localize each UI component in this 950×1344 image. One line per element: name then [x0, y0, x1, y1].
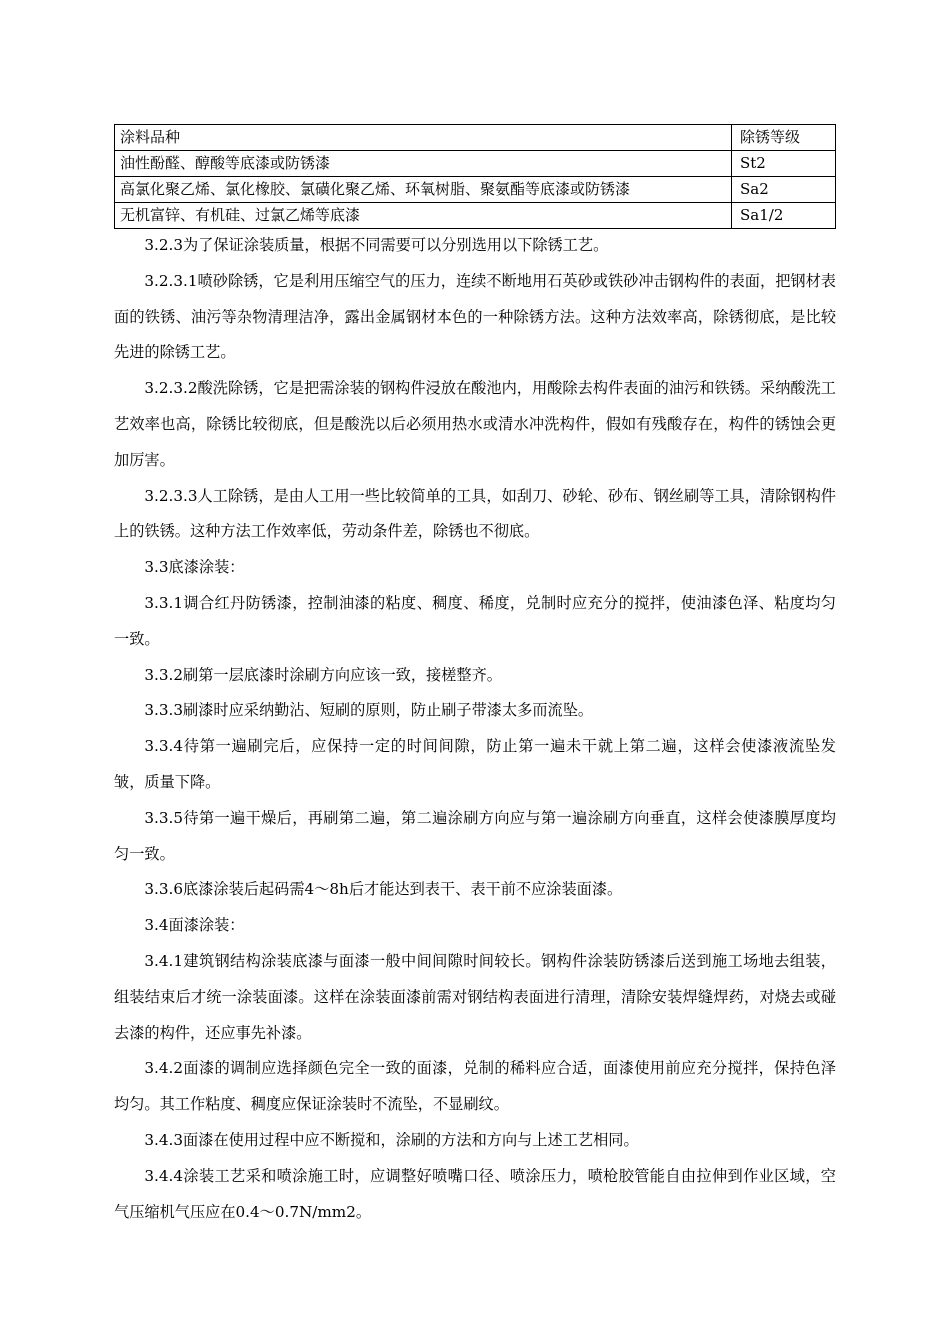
table-cell-derust-grade: Sa2	[732, 177, 836, 203]
table-cell-derust-grade: St2	[732, 151, 836, 177]
table-row	[115, 151, 836, 177]
paragraph-3-2-3-2: 3.2.3.2酸洗除锈，它是把需涂装的钢构件浸放在酸池内，用酸除去构件表面的油污和铁锈。采纳酸洗工艺效率也高，除锈比较彻底，但是酸洗以后必须用热水或清水冲洗构件，假如有残酸存在，构件的锈蚀会更加厉害。	[114, 379, 836, 469]
paragraph-3-4-4: 3.4.4涂装工艺采和喷涂施工时，应调整好喷嘴口径、喷涂压力，喷枪胶管能自由拉伸到作业区域，空气压缩机气压应在0.4～0.7N/mm2。	[114, 1166, 836, 1221]
paragraph-3-2-3-3: 3.2.3.3人工除锈，是由人工用一些比较简单的工具，如刮刀、砂轮、砂布、钢丝刷等工具，清除钢构件上的铁锈。这种方法工作效率低，劳动条件差，除锈也不彻底。	[114, 486, 836, 541]
paragraph-3-3-4: 3.3.4待第一遍刷完后，应保持一定的时间间隙，防止第一遍未干就上第二遍，这样会使漆液流坠发皱，质量下降。	[114, 737, 836, 791]
coating-derust-grade-table	[114, 124, 836, 229]
table-cell-coating-type: 无机富锌、有机硅、过氯乙烯等底漆	[115, 203, 732, 229]
table-cell-coating-type: 高氯化聚乙烯、氯化橡胶、氯磺化聚乙烯、环氧树脂、聚氨酯等底漆或防锈漆	[115, 177, 732, 203]
table-cell-derust-grade: Sa1/2	[732, 203, 836, 229]
paragraph-3-4-1: 3.4.1建筑钢结构涂装底漆与面漆一般中间间隙时间较长。钢构件涂装防锈漆后送到施工场地去组装，组装结束后才统一涂装面漆。这样在涂装面漆前需对钢结构表面进行清理，清除安装焊缝焊药，对烧去或碰去漆的构件，还应事先补漆。	[114, 951, 836, 1042]
paragraph-3-3-1: 3.3.1调合红丹防锈漆，控制油漆的粘度、稠度、稀度，兑制时应充分的搅拌，使油漆色泽、粘度均匀一致。	[114, 593, 836, 648]
paragraph-3-3-6: 3.3.6底漆涂装后起码需4～8h后才能达到表干、表干前不应涂装面漆。	[144, 880, 623, 899]
body-text	[114, 228, 836, 1230]
table-header-coating-type: 涂料品种	[115, 125, 732, 151]
table-cell-coating-type: 油性酚醛、醇酸等底漆或防锈漆	[115, 151, 732, 177]
table-row	[115, 177, 836, 203]
paragraph-3-4-2: 3.4.2面漆的调制应选择颜色完全一致的面漆，兑制的稀料应合适，面漆使用前应充分搅拌，保持色泽均匀。其工作粘度、稠度应保证涂装时不流坠，不显刷纹。	[114, 1059, 836, 1114]
section-heading-3-4: 3.4面漆涂装：	[144, 916, 245, 935]
paragraph-3-4-3: 3.4.3面漆在使用过程中应不断搅和，涂刷的方法和方向与上述工艺相同。	[144, 1130, 639, 1149]
table-header-derust-grade: 除锈等级	[732, 125, 836, 151]
paragraph-3-3-3: 3.3.3刷漆时应采纳勤沾、短刷的原则，防止刷子带漆太多而流坠。	[144, 701, 594, 720]
paragraph-3-3-2: 3.3.2刷第一层底漆时涂刷方向应该一致，接槎整齐。	[144, 665, 502, 684]
table-header-row	[115, 125, 836, 151]
paragraph-3-2-3-1: 3.2.3.1喷砂除锈，它是利用压缩空气的压力，连续不断地用石英砂或铁砂冲击钢构件的表面，把钢材表面的铁锈、油污等杂物清理洁净，露出金属钢材本色的一种除锈方法。这种方法效率高，除锈彻底，是比较先进的除锈工艺。	[114, 271, 836, 362]
section-heading-3-3: 3.3底漆涂装：	[144, 558, 245, 577]
paragraph-3-3-5: 3.3.5待第一遍干燥后，再刷第二遍，第二遍涂刷方向应与第一遍涂刷方向垂直，这样会使漆膜厚度均匀一致。	[114, 808, 836, 863]
table-row	[115, 203, 836, 229]
paragraph-3-2-3: 3.2.3为了保证涂装质量，根据不同需要可以分别选用以下除锈工艺。	[144, 236, 609, 254]
